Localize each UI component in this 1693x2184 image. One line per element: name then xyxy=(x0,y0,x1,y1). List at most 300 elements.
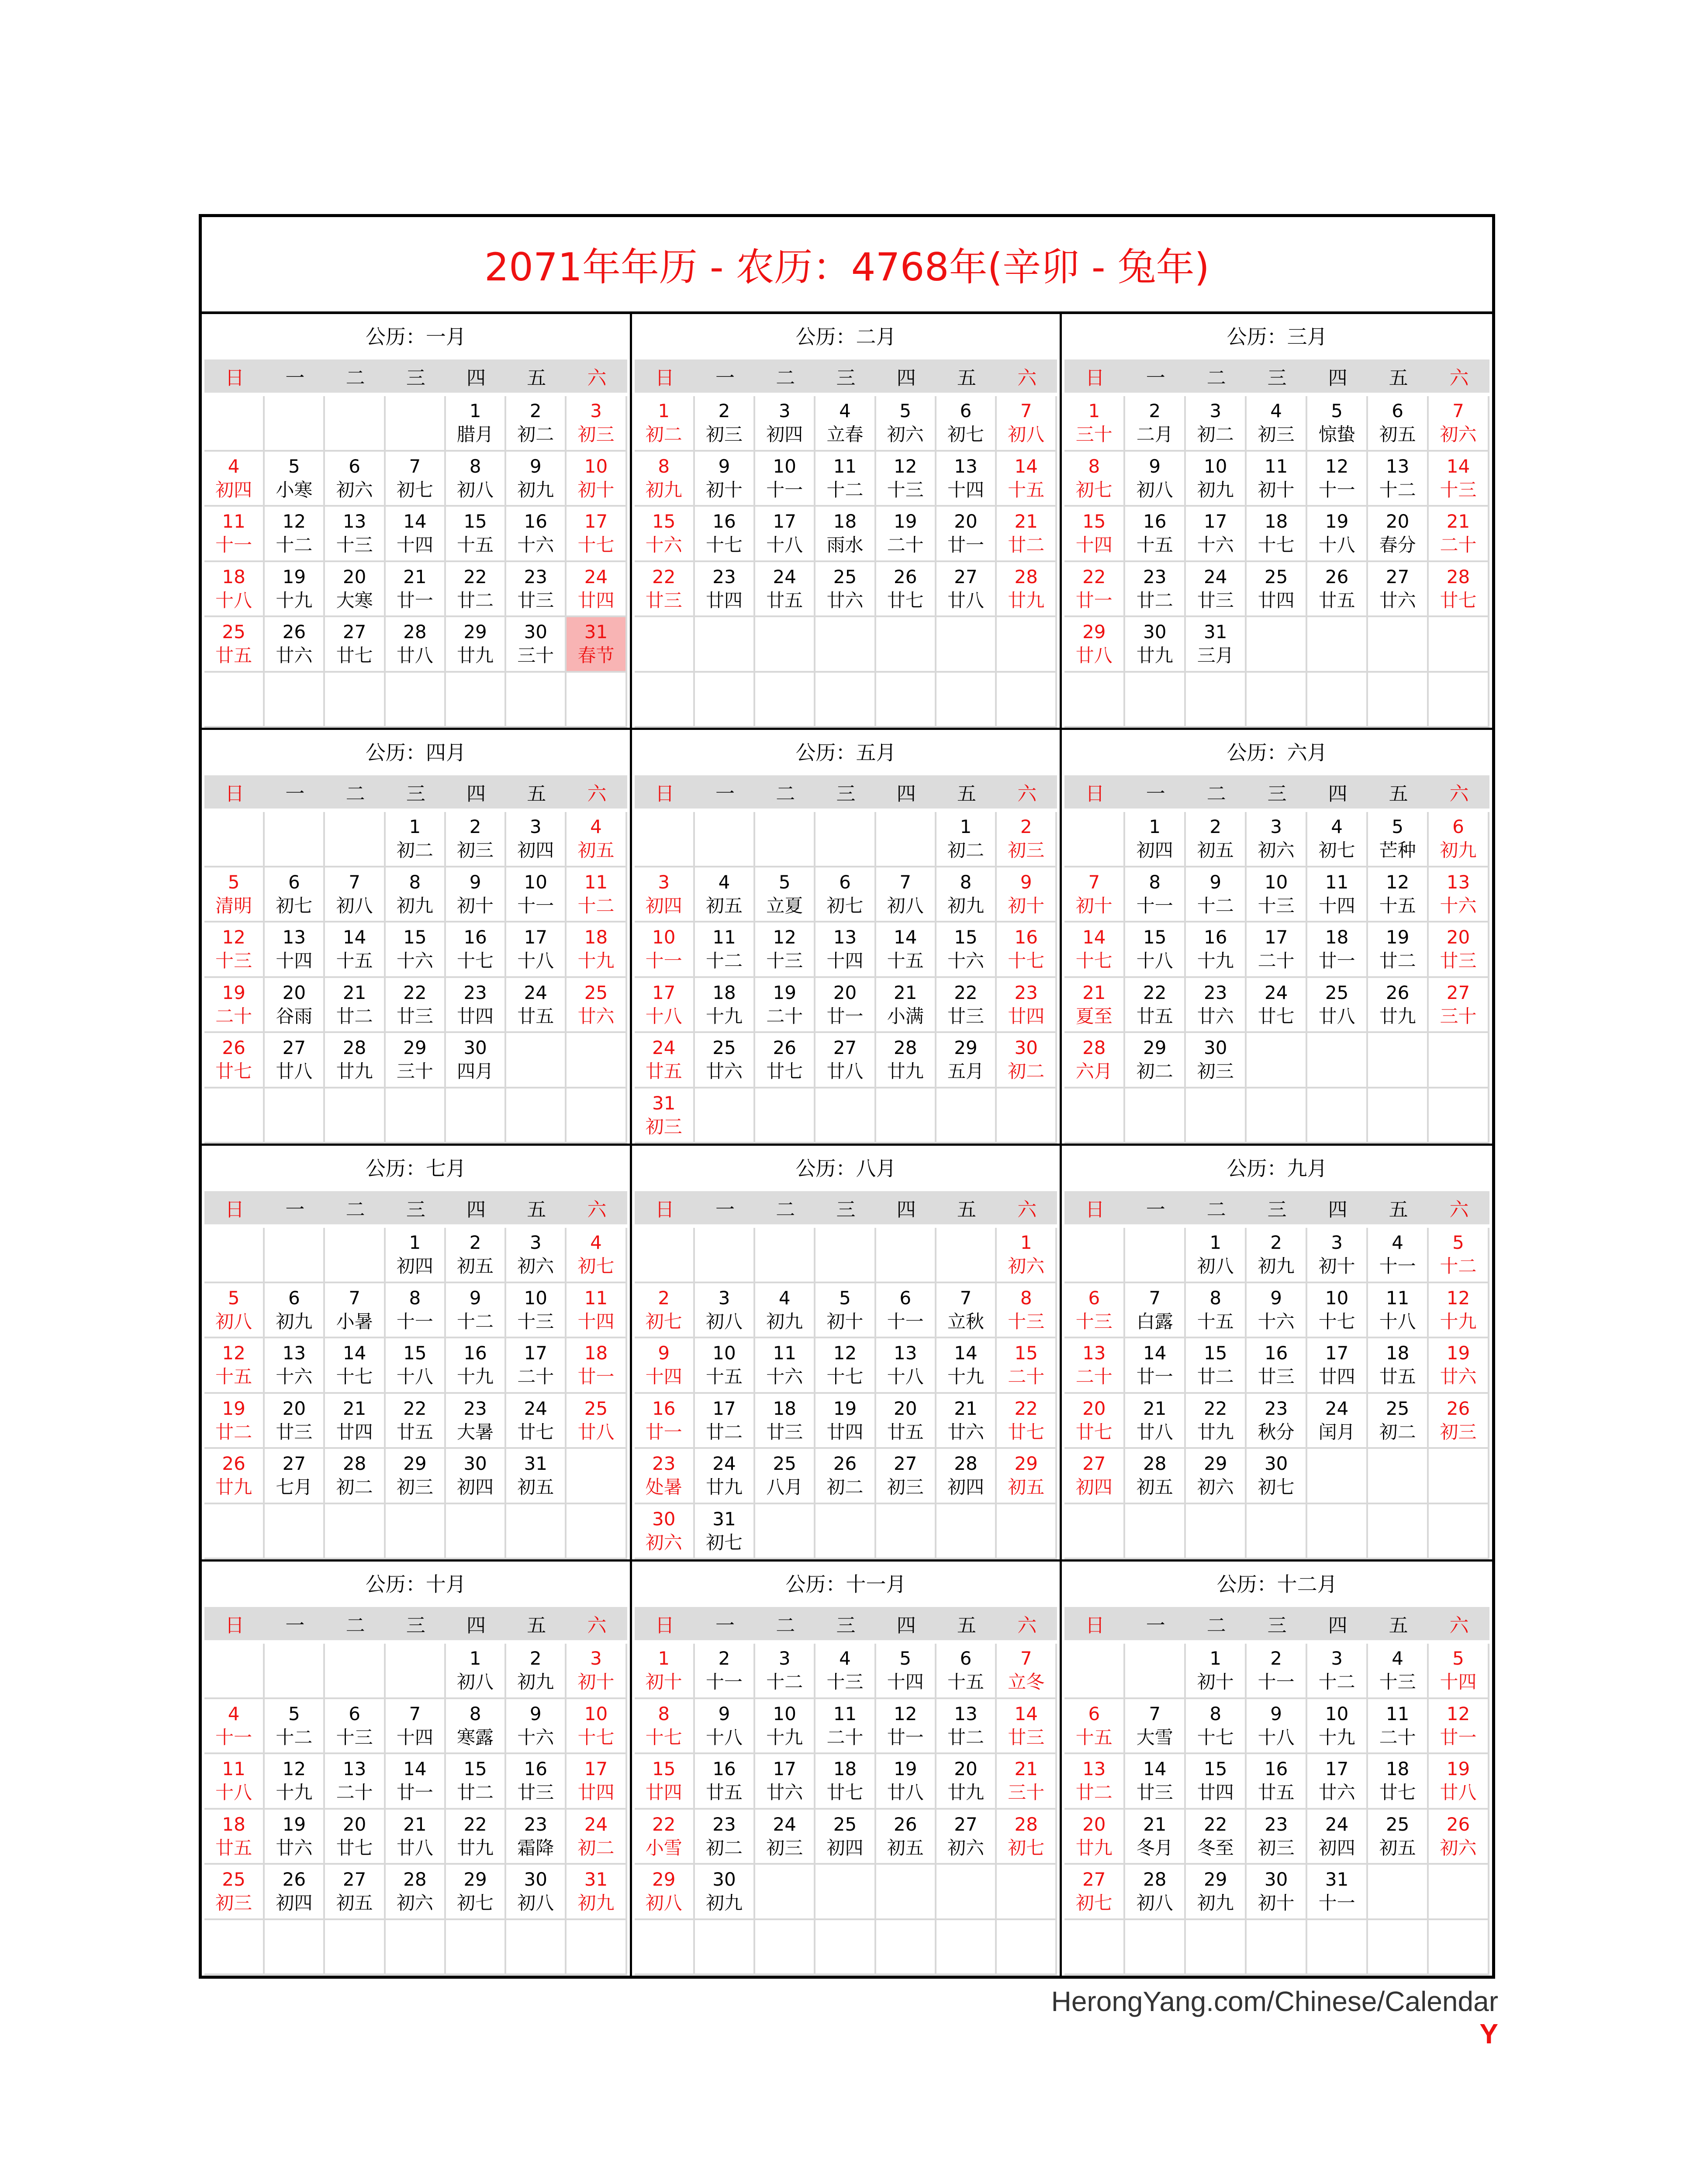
weekday-label: 三 xyxy=(1267,1614,1287,1637)
day-number: 17 xyxy=(584,511,608,532)
day-number: 24 xyxy=(1203,566,1227,587)
weekday-label: 日 xyxy=(225,367,245,389)
day-cell xyxy=(1125,1699,1186,1755)
lunar-date: 十一 xyxy=(645,950,682,972)
empty-cell xyxy=(755,1504,815,1560)
day-number: 15 xyxy=(1014,1342,1038,1364)
lunar-date: 初四 xyxy=(396,1255,433,1277)
empty-cell xyxy=(567,673,627,728)
day-number: 26 xyxy=(222,1453,245,1475)
day-number: 28 xyxy=(342,1453,366,1475)
lunar-date: 十六 xyxy=(1258,1310,1295,1332)
day-number: 27 xyxy=(1082,1869,1106,1890)
day-number: 5 xyxy=(288,455,300,477)
day-cell xyxy=(386,1449,446,1504)
lunar-date: 初七 xyxy=(706,1531,743,1553)
day-cell xyxy=(1186,978,1247,1033)
day-number: 11 xyxy=(1385,1703,1410,1724)
lunar-date: 廿八 xyxy=(1440,1782,1477,1804)
day-number: 29 xyxy=(403,1453,427,1475)
lunar-date: 十一 xyxy=(396,1310,433,1332)
empty-cell xyxy=(876,1228,936,1283)
day-cell xyxy=(386,1810,446,1865)
lunar-date: 廿五 xyxy=(1318,589,1355,611)
day-number: 24 xyxy=(1264,981,1288,1003)
empty-cell xyxy=(1125,1504,1186,1560)
day-number: 15 xyxy=(954,926,978,948)
lunar-date: 初五 xyxy=(1379,424,1416,446)
lunar-date: 初十 xyxy=(1258,1892,1295,1914)
day-cell xyxy=(1429,562,1489,618)
day-cell xyxy=(1429,507,1489,562)
day-number: 21 xyxy=(1143,1397,1167,1419)
day-cell xyxy=(1064,1283,1125,1339)
lunar-date: 初八 xyxy=(215,1310,252,1332)
day-number: 20 xyxy=(954,511,978,532)
day-cell xyxy=(204,1699,265,1755)
day-number: 6 xyxy=(1088,1703,1100,1724)
lunar-date: 廿一 xyxy=(1440,1726,1477,1748)
day-cell xyxy=(325,1754,385,1810)
lunar-date: 廿五 xyxy=(215,645,252,667)
lunar-date: 十六 xyxy=(1440,895,1477,916)
day-number: 8 xyxy=(1209,1287,1222,1309)
lunar-date: 初十 xyxy=(645,1671,682,1693)
day-number: 21 xyxy=(1143,1813,1167,1835)
weekday-label: 二 xyxy=(346,783,365,805)
weekday-label: 四 xyxy=(466,783,486,805)
day-cell xyxy=(997,1754,1057,1810)
day-cell xyxy=(506,1228,567,1283)
lunar-date: 十三 xyxy=(887,479,924,501)
day-cell xyxy=(446,396,506,452)
day-cell xyxy=(1429,1699,1489,1755)
empty-cell xyxy=(755,673,815,728)
day-cell xyxy=(1247,812,1307,867)
day-cell xyxy=(815,452,876,507)
lunar-date: 初四 xyxy=(215,479,252,501)
lunar-date: 十八 xyxy=(887,1366,924,1388)
day-cell xyxy=(1125,396,1186,452)
day-cell xyxy=(325,1033,385,1089)
lunar-date: 廿九 xyxy=(457,645,494,667)
day-number: 1 xyxy=(658,400,670,422)
weekday-header xyxy=(1064,775,1489,809)
lunar-date: 十七 xyxy=(1258,534,1295,556)
lunar-date: 十四 xyxy=(1075,534,1113,556)
lunar-date: 十七 xyxy=(706,534,743,556)
lunar-date: 冬至 xyxy=(1197,1837,1234,1859)
lunar-date: 廿八 xyxy=(1075,645,1113,667)
lunar-date: 十六 xyxy=(645,534,682,556)
day-number: 28 xyxy=(1143,1869,1167,1890)
day-cell xyxy=(265,1865,325,1920)
lunar-date: 廿七 xyxy=(1440,589,1477,611)
day-cell xyxy=(1368,1644,1429,1699)
day-cell xyxy=(876,452,936,507)
day-cell xyxy=(1307,396,1368,452)
lunar-date: 廿四 xyxy=(336,1421,373,1443)
day-number: 26 xyxy=(1446,1813,1470,1835)
day-cell xyxy=(325,562,385,618)
lunar-date: 廿八 xyxy=(396,1837,433,1859)
days-grid xyxy=(204,812,627,1144)
day-cell xyxy=(506,1865,567,1920)
day-number: 27 xyxy=(894,1453,917,1475)
day-number: 25 xyxy=(1385,1397,1410,1419)
day-cell xyxy=(567,396,627,452)
lunar-date: 廿九 xyxy=(1075,1837,1113,1859)
day-number: 26 xyxy=(833,1453,857,1475)
day-number: 9 xyxy=(1270,1287,1282,1309)
day-cell xyxy=(997,562,1057,618)
day-cell xyxy=(1064,1699,1125,1755)
lunar-date: 十九 xyxy=(457,1366,494,1388)
lunar-date: 十二 xyxy=(1379,479,1416,501)
day-cell xyxy=(1307,1699,1368,1755)
day-number: 16 xyxy=(1264,1342,1288,1364)
empty-cell xyxy=(1429,617,1489,673)
weekday-label: 一 xyxy=(1146,783,1165,805)
day-cell xyxy=(997,1228,1057,1283)
day-number: 5 xyxy=(839,1287,851,1309)
month-panel xyxy=(202,314,632,730)
day-number: 25 xyxy=(222,1869,245,1890)
day-number: 18 xyxy=(773,1397,796,1419)
weekday-label: 四 xyxy=(466,1614,486,1637)
lunar-date: 初八 xyxy=(645,1892,682,1914)
day-number: 19 xyxy=(773,981,796,1003)
lunar-date: 初六 xyxy=(645,1531,682,1553)
day-cell xyxy=(446,812,506,867)
month-panel xyxy=(1062,1562,1492,1976)
day-number: 14 xyxy=(1014,455,1038,477)
lunar-date: 廿八 xyxy=(826,1061,864,1082)
footer-logo: Y xyxy=(1479,2018,1498,2049)
lunar-date: 十九 xyxy=(1318,1726,1355,1748)
day-number: 31 xyxy=(584,621,608,643)
day-number: 19 xyxy=(894,511,917,532)
day-number: 23 xyxy=(1203,981,1227,1003)
day-number: 2 xyxy=(1270,1648,1282,1669)
empty-cell xyxy=(386,1644,446,1699)
weekday-label: 一 xyxy=(1146,1614,1165,1637)
day-number: 22 xyxy=(1014,1397,1038,1419)
month-panel xyxy=(632,314,1062,730)
lunar-date: 二十 xyxy=(1075,1366,1113,1388)
lunar-date: 立冬 xyxy=(1008,1671,1045,1693)
empty-cell xyxy=(567,1089,627,1144)
lunar-date: 廿四 xyxy=(706,589,743,611)
day-cell xyxy=(1064,1449,1125,1504)
day-cell xyxy=(386,1283,446,1339)
empty-cell xyxy=(876,673,936,728)
lunar-date: 廿六 xyxy=(276,645,313,667)
empty-cell xyxy=(325,1504,385,1560)
empty-cell xyxy=(265,1089,325,1144)
day-cell xyxy=(635,1338,695,1394)
lunar-date: 大寒 xyxy=(336,589,373,611)
weekday-header xyxy=(204,1607,627,1640)
day-number: 10 xyxy=(773,1703,796,1724)
day-cell xyxy=(1125,507,1186,562)
lunar-date: 初五 xyxy=(1008,1476,1045,1498)
empty-cell xyxy=(204,1228,265,1283)
day-number: 18 xyxy=(1325,926,1349,948)
day-number: 11 xyxy=(712,926,736,948)
day-cell xyxy=(695,562,755,618)
lunar-date: 初四 xyxy=(645,895,682,916)
day-cell xyxy=(815,1338,876,1394)
lunar-date: 十三 xyxy=(1440,479,1477,501)
lunar-date: 初八 xyxy=(887,895,924,916)
lunar-date: 二十 xyxy=(215,1005,252,1027)
day-number: 4 xyxy=(778,1287,791,1309)
day-number: 10 xyxy=(524,1287,548,1309)
day-cell xyxy=(325,867,385,923)
lunar-date: 廿五 xyxy=(396,1421,433,1443)
day-number: 2 xyxy=(1149,400,1161,422)
lunar-date: 十五 xyxy=(1379,895,1416,916)
weekday-label: 六 xyxy=(1449,783,1469,805)
month-panel xyxy=(1062,730,1492,1146)
day-cell xyxy=(265,507,325,562)
lunar-date: 初三 xyxy=(457,840,494,861)
day-cell xyxy=(1307,1394,1368,1449)
day-cell xyxy=(1064,617,1125,673)
lunar-date: 十五 xyxy=(1008,479,1045,501)
month-title: 公历：六月 xyxy=(1227,741,1327,764)
day-cell xyxy=(1186,1338,1247,1394)
day-number: 1 xyxy=(469,400,481,422)
day-number: 27 xyxy=(1446,981,1470,1003)
day-number: 4 xyxy=(839,1648,851,1669)
day-cell xyxy=(755,1810,815,1865)
weekday-label: 四 xyxy=(1328,1199,1347,1221)
lunar-date: 十二 xyxy=(826,479,864,501)
weekday-label: 四 xyxy=(896,1614,916,1637)
day-cell xyxy=(635,978,695,1033)
month-panel xyxy=(632,730,1062,1146)
day-number: 28 xyxy=(1014,566,1038,587)
weekday-label: 三 xyxy=(836,1614,856,1637)
lunar-date: 初四 xyxy=(1075,1476,1113,1498)
empty-cell xyxy=(506,673,567,728)
day-number: 7 xyxy=(409,455,421,477)
day-cell xyxy=(1368,812,1429,867)
day-number: 25 xyxy=(1264,566,1288,587)
lunar-date: 十一 xyxy=(1318,1892,1355,1914)
footer-credit xyxy=(1026,1985,1498,2050)
day-cell xyxy=(1429,978,1489,1033)
empty-cell xyxy=(325,396,385,452)
lunar-date: 十七 xyxy=(577,534,615,556)
day-cell xyxy=(1429,452,1489,507)
day-number: 15 xyxy=(463,1758,487,1780)
day-cell xyxy=(876,1644,936,1699)
empty-cell xyxy=(265,1644,325,1699)
month-panel xyxy=(202,730,632,1146)
day-cell xyxy=(1368,1228,1429,1283)
day-cell xyxy=(1368,562,1429,618)
weekday-label: 日 xyxy=(225,783,245,805)
day-cell xyxy=(936,562,997,618)
lunar-date: 初三 xyxy=(1197,1061,1234,1082)
day-cell xyxy=(567,1699,627,1755)
day-cell xyxy=(635,1504,695,1560)
day-number: 27 xyxy=(1082,1453,1106,1475)
lunar-date: 初九 xyxy=(645,479,682,501)
day-cell xyxy=(1186,867,1247,923)
weekday-label: 六 xyxy=(1017,1199,1037,1221)
day-cell xyxy=(1064,1338,1125,1394)
lunar-date: 廿九 xyxy=(1197,1421,1234,1443)
lunar-date: 十六 xyxy=(276,1366,313,1388)
day-cell xyxy=(567,923,627,978)
weekday-label: 五 xyxy=(527,783,546,805)
empty-cell xyxy=(265,673,325,728)
empty-cell xyxy=(1247,1033,1307,1089)
lunar-date: 廿四 xyxy=(577,589,615,611)
empty-cell xyxy=(1247,673,1307,728)
day-cell xyxy=(204,1033,265,1089)
lunar-date: 十一 xyxy=(1318,479,1355,501)
empty-cell xyxy=(815,1228,876,1283)
day-cell xyxy=(1307,1338,1368,1394)
day-cell xyxy=(506,1810,567,1865)
day-cell xyxy=(695,452,755,507)
lunar-date: 初十 xyxy=(1258,479,1295,501)
day-cell xyxy=(446,562,506,618)
empty-cell xyxy=(755,812,815,867)
lunar-date: 初四 xyxy=(276,1892,313,1914)
day-number: 14 xyxy=(403,511,427,532)
day-number: 28 xyxy=(403,1869,427,1890)
empty-cell xyxy=(386,1920,446,1976)
day-cell xyxy=(386,812,446,867)
day-number: 23 xyxy=(1014,981,1038,1003)
day-number: 31 xyxy=(524,1453,548,1475)
day-number: 19 xyxy=(894,1758,917,1780)
empty-cell xyxy=(635,673,695,728)
lunar-date: 十九 xyxy=(766,1726,803,1748)
day-number: 7 xyxy=(1088,871,1100,893)
weekday-label: 三 xyxy=(406,783,425,805)
day-number: 9 xyxy=(718,1703,730,1724)
day-cell xyxy=(446,867,506,923)
lunar-date: 初七 xyxy=(1075,479,1113,501)
weekday-label: 三 xyxy=(1267,783,1287,805)
days-grid xyxy=(1064,396,1489,728)
lunar-date: 廿一 xyxy=(577,1366,615,1388)
lunar-date: 初五 xyxy=(336,1892,373,1914)
day-cell xyxy=(1247,978,1307,1033)
day-cell xyxy=(755,1394,815,1449)
day-number: 29 xyxy=(1203,1453,1227,1475)
day-cell xyxy=(386,1699,446,1755)
empty-cell xyxy=(1125,1644,1186,1699)
lunar-date: 初三 xyxy=(215,1892,252,1914)
day-cell xyxy=(876,1283,936,1339)
day-number: 29 xyxy=(403,1037,427,1059)
day-number: 21 xyxy=(1082,981,1106,1003)
lunar-date: 小暑 xyxy=(336,1310,373,1332)
empty-cell xyxy=(567,1920,627,1976)
day-number: 12 xyxy=(894,455,917,477)
lunar-date: 初三 xyxy=(706,424,743,446)
day-cell xyxy=(1247,1394,1307,1449)
day-cell xyxy=(876,396,936,452)
day-number: 6 xyxy=(839,871,851,893)
day-number: 20 xyxy=(282,981,306,1003)
day-cell xyxy=(1247,1810,1307,1865)
day-number: 17 xyxy=(524,1342,548,1364)
day-number: 17 xyxy=(524,926,548,948)
lunar-date: 二十 xyxy=(1440,534,1477,556)
empty-cell xyxy=(1429,1033,1489,1089)
lunar-date: 初六 xyxy=(1197,1476,1234,1498)
day-cell xyxy=(1368,978,1429,1033)
day-cell xyxy=(1064,1033,1125,1089)
lunar-date: 初三 xyxy=(1008,840,1045,861)
day-cell xyxy=(204,1338,265,1394)
lunar-date: 闰月 xyxy=(1318,1421,1355,1443)
weekday-label: 五 xyxy=(957,1614,976,1637)
empty-cell xyxy=(815,617,876,673)
day-number: 17 xyxy=(1203,511,1227,532)
day-number: 4 xyxy=(1331,816,1343,838)
empty-cell xyxy=(506,1033,567,1089)
empty-cell xyxy=(1186,1504,1247,1560)
weekday-label: 六 xyxy=(1449,1199,1469,1221)
day-cell xyxy=(204,507,265,562)
day-number: 8 xyxy=(469,1703,481,1724)
empty-cell xyxy=(325,1920,385,1976)
day-cell xyxy=(446,1394,506,1449)
day-number: 19 xyxy=(1446,1342,1470,1364)
empty-cell xyxy=(204,1089,265,1144)
lunar-date: 十五 xyxy=(1075,1726,1113,1748)
lunar-date: 十四 xyxy=(947,479,984,501)
day-number: 19 xyxy=(222,1397,245,1419)
day-number: 8 xyxy=(1088,455,1100,477)
lunar-date: 十三 xyxy=(1379,1671,1416,1693)
lunar-date: 十二 xyxy=(457,1310,494,1332)
day-number: 24 xyxy=(773,1813,796,1835)
lunar-date: 十九 xyxy=(577,950,615,972)
weekday-label: 一 xyxy=(285,1199,305,1221)
empty-cell xyxy=(446,673,506,728)
day-number: 2 xyxy=(529,400,542,422)
lunar-date: 初二 xyxy=(1379,1421,1416,1443)
day-cell xyxy=(446,1228,506,1283)
day-cell xyxy=(1064,1810,1125,1865)
day-cell xyxy=(1186,1865,1247,1920)
weekday-label: 一 xyxy=(715,783,735,805)
day-cell xyxy=(755,1754,815,1810)
lunar-date: 十七 xyxy=(1197,1726,1234,1748)
day-cell xyxy=(386,617,446,673)
empty-cell xyxy=(265,1504,325,1560)
weekday-label: 一 xyxy=(715,1199,735,1221)
day-cell xyxy=(1186,507,1247,562)
day-number: 4 xyxy=(590,1232,602,1254)
day-number: 8 xyxy=(658,455,670,477)
day-number: 10 xyxy=(584,455,608,477)
day-number: 19 xyxy=(833,1397,857,1419)
day-number: 21 xyxy=(1014,511,1038,532)
day-cell xyxy=(1429,1810,1489,1865)
